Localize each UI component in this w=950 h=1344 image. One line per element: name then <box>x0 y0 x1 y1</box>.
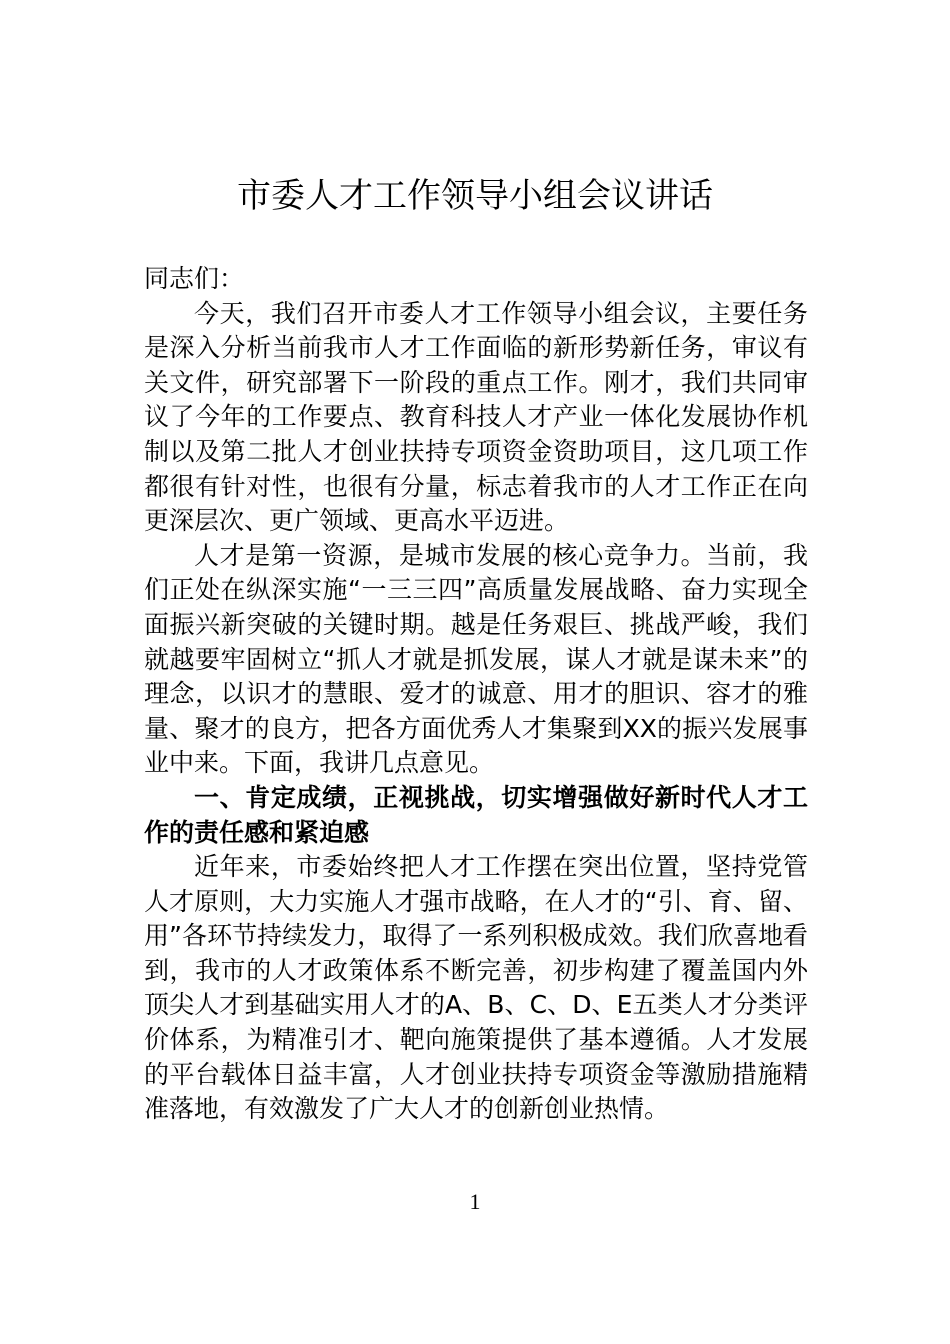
document-body <box>144 262 808 1127</box>
paragraph-achievements: 近年来，市委始终把人才工作摆在突出位置，坚持党管人才原则，大力实施人才强市战略，在人才的“引、育、留、用”各环节持续发力，取得了一系列积极成效。我们欣喜地看到，我市的人才政策体系不断完善，初步构建了覆盖国内外顶尖人才到基础实用人才的A、B、C、D、E五类人才分类评价体系，为精准引才、靶向施策提供了基本遵循。人才发展的平台载体日益丰富，人才创业扶持专项资金等激励措施精准落地，有效激发了广大人才的创新创业热情。 <box>144 852 808 1124</box>
paragraph-talent-resource: 人才是第一资源，是城市发展的核心竞争力。当前，我们正处在纵深实施“一三三四”高质量发展战略、奋力实现全面振兴新突破的关键时期。越是任务艰巨、挑战严峻，我们就越要牢固树立“抓人才就是抓发展，谋人才就是谋未来”的理念，以识才的慧眼、爱才的诚意、用才的胆识、容才的雅量、聚才的良方，把各方面优秀人才集聚到XX的振兴发展事业中来。下面，我讲几点意见。 <box>144 540 808 778</box>
page-number: 1 <box>469 1189 481 1214</box>
document-title: 市委人才工作领导小组会议讲话 <box>237 176 713 216</box>
salutation: 同志们： <box>144 264 245 293</box>
paragraph-opening: 今天，我们召开市委人才工作领导小组会议，主要任务是深入分析当前我市人才工作面临的新形势新任务，审议有关文件，研究部署下一阶段的重点工作。刚才，我们共同审议了今年的工作要点、教育科技人才产业一体化发展协作机制以及第二批人才创业扶持专项资金资助项目，这几项工作都很有针对性，也很有分量，标志着我市的人才工作正在向更深层次、更广领域、更高水平迈进。 <box>144 298 808 536</box>
section-heading: 一、肯定成绩，正视挑战，切实增强做好新时代人才工作的责任感和紧迫感 <box>144 782 808 847</box>
